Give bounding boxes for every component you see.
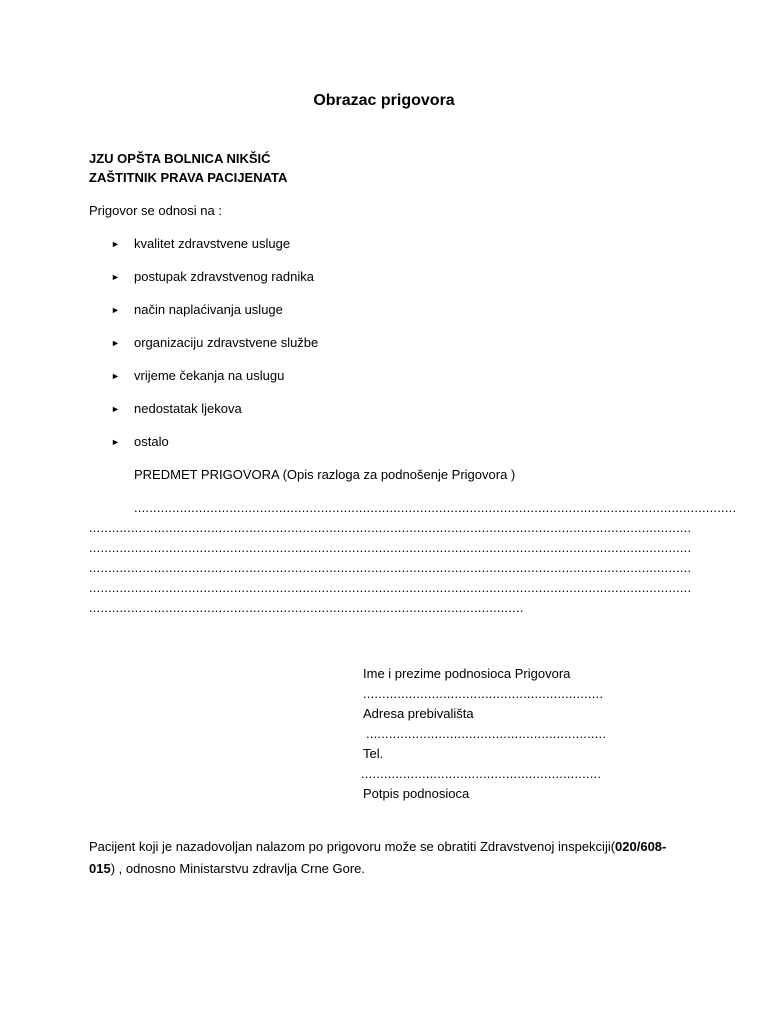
subject-blank-line: .............................................................................................................................................................. bbox=[89, 560, 692, 575]
address-label: Adresa prebivališta bbox=[363, 706, 474, 721]
list-item bbox=[111, 433, 169, 451]
applicant-name-label: Ime i prezime podnosioca Prigovora bbox=[363, 666, 571, 681]
arrow-bullet-icon: ► bbox=[111, 272, 120, 282]
list-item-label: postupak zdravstvenog radnika bbox=[134, 269, 314, 284]
list-item bbox=[111, 301, 283, 319]
subject-blank-line: .............................................................................................................................................................. bbox=[89, 540, 692, 555]
list-item-label: kvalitet zdravstvene usluge bbox=[134, 236, 291, 251]
institution-department: ZAŠTITNIK PRAVA PACIJENATA bbox=[89, 170, 288, 185]
arrow-bullet-icon: ► bbox=[111, 404, 120, 414]
arrow-bullet-icon: ► bbox=[111, 371, 120, 381]
footer-note bbox=[89, 836, 679, 880]
arrow-bullet-icon: ► bbox=[111, 305, 120, 315]
list-item-label: vrijeme čekanja na uslugu bbox=[134, 368, 285, 383]
arrow-bullet-icon: ► bbox=[111, 437, 120, 447]
institution-name: JZU OPŠTA BOLNICA NIKŠIĆ bbox=[89, 151, 271, 166]
subject-blank-line: .............................................................................................................................................................. bbox=[89, 580, 692, 595]
list-item-label: nedostatak ljekova bbox=[134, 401, 242, 416]
footer-text: Pacijent koji je nazadovoljan nalazom po prigovoru može se obratiti Zdravstvenoj inspekciji( bbox=[89, 839, 616, 854]
arrow-bullet-icon: ► bbox=[111, 239, 120, 249]
inspection-phone: 020/608-015 bbox=[89, 839, 667, 876]
tel-label: Tel. bbox=[363, 746, 384, 761]
arrow-bullet-icon: ► bbox=[111, 338, 120, 348]
footer-text-end: ) , odnosno Ministarstvu zdravlja Crne Gore. bbox=[110, 861, 366, 876]
list-item-label: organizaciju zdravstvene službe bbox=[134, 335, 319, 350]
signature-label: Potpis podnosioca bbox=[363, 786, 470, 801]
list-item bbox=[111, 235, 290, 253]
subject-blank-line: .............................................................................................................................................................. bbox=[134, 500, 737, 515]
applicant-name-blank: ............................................................... bbox=[363, 686, 604, 701]
page-title: Obrazac prigovora bbox=[313, 92, 455, 109]
list-item-label: ostalo bbox=[134, 434, 169, 449]
list-item bbox=[111, 268, 314, 286]
list-item bbox=[111, 400, 242, 418]
list-item-label: način naplaćivanja usluge bbox=[134, 302, 283, 317]
address-blank: ............................................................... bbox=[366, 726, 607, 741]
list-item bbox=[111, 367, 284, 385]
list-item bbox=[111, 334, 318, 352]
subject-blank-line: .............................................................................................................................................................. bbox=[89, 520, 692, 535]
subject-blank-line: .................................................................................................................. bbox=[89, 600, 524, 615]
intro-text: Prigovor se odnosi na : bbox=[89, 203, 222, 218]
subject-label: PREDMET PRIGOVORA (Opis razloga za podnošenje Prigovora ) bbox=[134, 467, 516, 482]
tel-blank: ............................................................... bbox=[361, 766, 602, 781]
